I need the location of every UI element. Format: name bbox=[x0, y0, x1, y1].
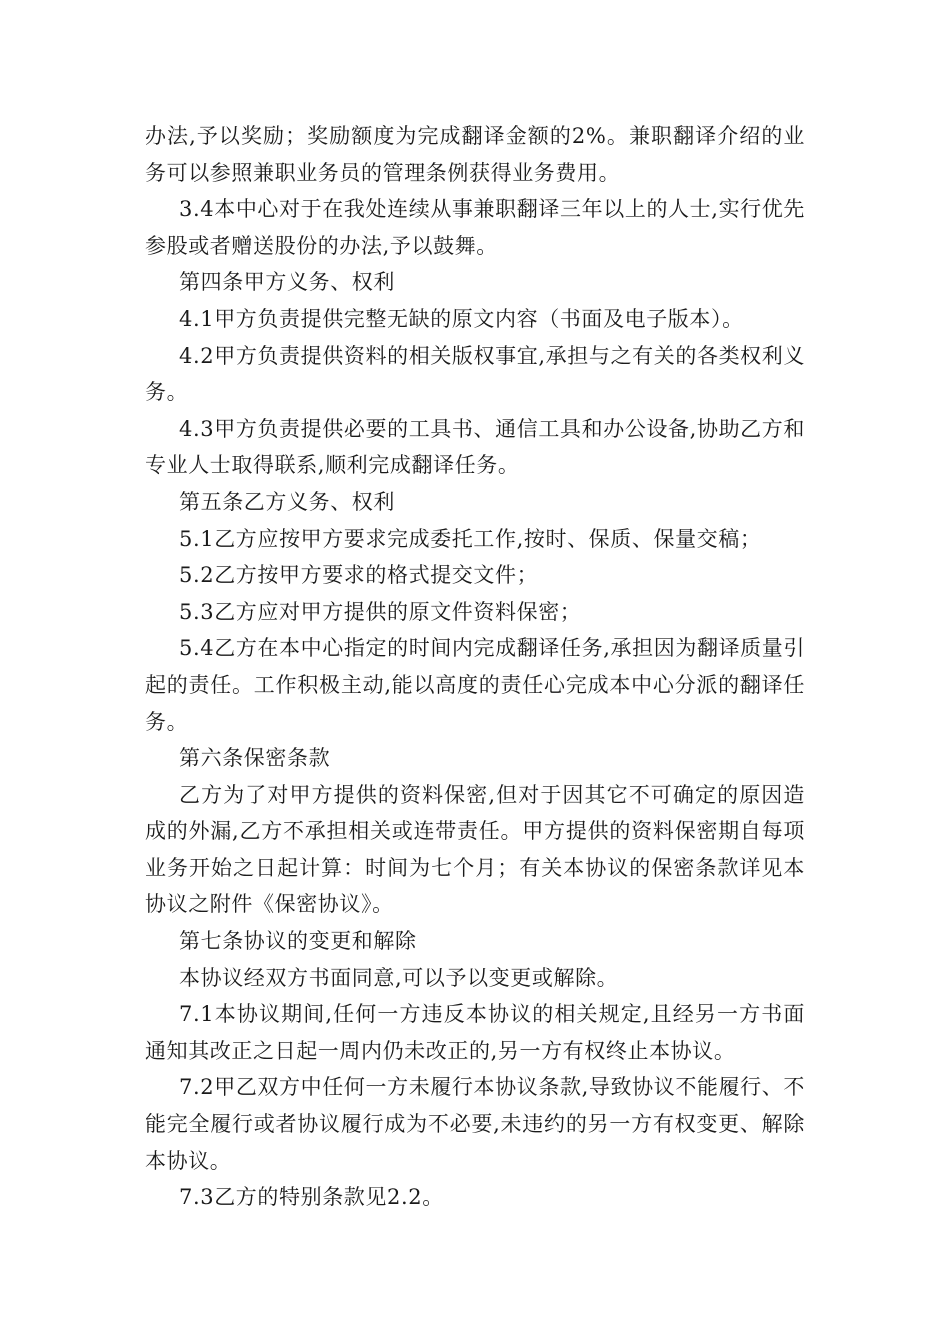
paragraph-amendment: 本协议经双方书面同意,可以予以变更或解除。 bbox=[179, 965, 619, 990]
paragraph-7-3: 7.3乙方的特别条款见2.2。 bbox=[179, 1185, 444, 1210]
paragraph-5-2: 5.2乙方按甲方要求的格式提交文件； bbox=[179, 563, 539, 588]
heading-article-6: 第六条保密条款 bbox=[179, 746, 331, 771]
paragraph-reward-continued: 办法,予以奖励；奖励额度为完成翻译金额的2%。兼职翻译介绍的业务可以参照兼职业务员的管理条例获得业务费用。 bbox=[145, 124, 805, 185]
paragraph-5-4: 5.4乙方在本中心指定的时间内完成翻译任务,承担因为翻译质量引起的责任。工作积极主动,能以高度的责任心完成本中心分派的翻译任务。 bbox=[145, 636, 805, 734]
paragraph-4-2: 4.2甲方负责提供资料的相关版权事宜,承担与之有关的各类权利义务。 bbox=[145, 343, 805, 405]
heading-article-4: 第四条甲方义务、权利 bbox=[179, 270, 395, 295]
paragraph-5-3: 5.3乙方应对甲方提供的原文件资料保密； bbox=[179, 599, 582, 624]
document-body bbox=[145, 118, 805, 1216]
paragraph-5-1: 5.1乙方应按甲方要求完成委托工作,按时、保质、保量交稿； bbox=[179, 526, 762, 551]
paragraph-4-3: 4.3甲方负责提供必要的工具书、通信工具和办公设备,协助乙方和专业人士取得联系,顺利完成翻译任务。 bbox=[145, 416, 805, 478]
paragraph-3-4: 3.4本中心对于在我处连续从事兼职翻译三年以上的人士,实行优先参股或者赠送股份的办法,予以鼓舞。 bbox=[145, 197, 805, 258]
heading-article-5: 第五条乙方义务、权利 bbox=[179, 489, 395, 514]
heading-article-7: 第七条协议的变更和解除 bbox=[179, 929, 417, 954]
paragraph-7-1: 7.1本协议期间,任何一方违反本协议的相关规定,且经另一方书面通知其改正之日起一周内仍未改正的,另一方有权终止本协议。 bbox=[145, 1002, 805, 1063]
paragraph-4-1: 4.1甲方负责提供完整无缺的原文内容（书面及电子版本）。 bbox=[179, 306, 744, 331]
paragraph-confidentiality: 乙方为了对甲方提供的资料保密,但对于因其它不可确定的原因造成的外漏,乙方不承担相关或连带责任。甲方提供的资料保密期自每项业务开始之日起计算：时间为七个月；有关本协议的保密条款详见本协议之附件《保密协议》。 bbox=[145, 782, 805, 917]
paragraph-7-2: 7.2甲乙双方中任何一方未履行本协议条款,导致协议不能履行、不能完全履行或者协议履行成为不必要,未违约的另一方有权变更、解除本协议。 bbox=[145, 1075, 805, 1173]
